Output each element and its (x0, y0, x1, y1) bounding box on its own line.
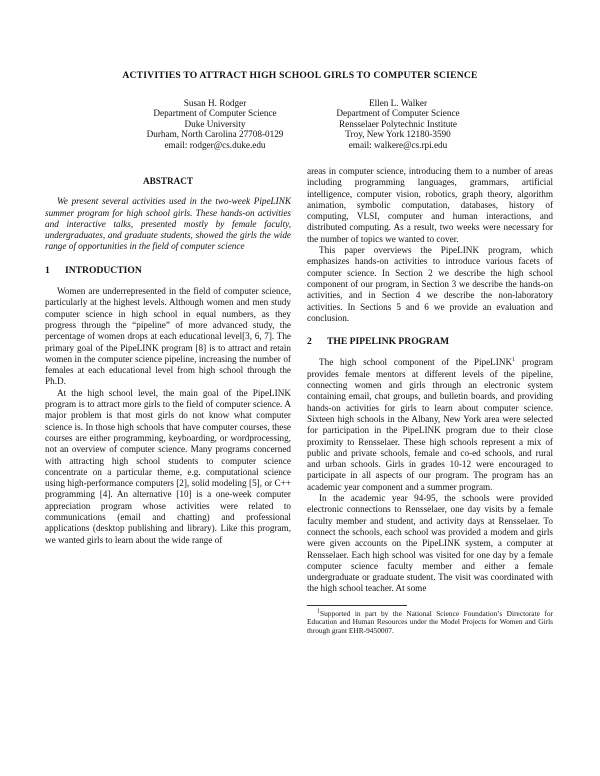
footnote-text: Supported in part by the National Science Foundation’s Directorate for Education and Human Resources under the Model Projects for Women and Girls through grant EHR-9450007. (307, 608, 553, 635)
author-email: email: rodger@cs.duke.edu (164, 139, 266, 150)
author-department: Department of Computer Science (336, 108, 460, 119)
author-department: Department of Computer Science (153, 108, 277, 119)
footnote-divider (307, 605, 407, 606)
pipelink-paragraph-1 (307, 357, 553, 493)
author-address: Durham, North Carolina 27708-0129 (146, 129, 284, 140)
footnote-number: 1 (317, 608, 320, 615)
author-email: email: walkere@cs.rpi.edu (348, 139, 448, 150)
intro-continuation-paragraph: areas in computer science, introducing them to a number of areas including programming languages, grammars, artificial intelligence, computer vision, robotics, graph theory, algorithm animation, symbolic computation, databases, history of computing, VLSI, computer and human interactions, and distributed computing. As a result, two weeks were necessary for the number of topics we wanted to cover. (307, 166, 553, 244)
abstract-text: We present several activities used in the two-week PipeLINK summer program for high school girls. These hands-on activities and interactive talks, presented mostly by female faculty, undergraduates, and graduate students, showed the girls the wide range of opportunities in the field of computer science (45, 196, 291, 252)
author-address: Troy, New York 12180-3590 (345, 129, 451, 140)
pipelink-paragraph-2: In the academic year 94-95, the schools were provided electronic connections to Rensselaer, one day visits by a female faculty member and student, and activity days at Rensselaer. To connect the schools, each school was provided a modem and girls were given accounts on the PipeLINK system, a computer at Rensselaer. Each high school was visited for one day by a female computer science faculty member and either a female undergraduate or graduate student. The visit was coordinated with the high school teacher. At some (307, 493, 553, 594)
author-institution: Duke University (184, 118, 246, 129)
section-heading-introduction (45, 265, 291, 276)
abstract-heading: ABSTRACT (142, 176, 194, 186)
author-block-walker (288, 98, 508, 150)
intro-overview-paragraph: This paper overviews the PipeLINK program, which emphasizes hands-on activities to introduce various facets of computer science. In Section 2 we describe the high school component of our program, in Section 3 we describe the hands-on activities, and in Section 4 we describe the non-laboratory activities. In Sections 5 and 6 we provide an evaluation and conclusion. (307, 245, 553, 323)
section-number: 2 (307, 336, 312, 348)
author-institution: Rensselaer Polytechnic Institute (339, 118, 457, 129)
section-heading-pipelink (307, 336, 553, 347)
section-number: 1 (45, 264, 50, 276)
section-title: THE PIPELINK PROGRAM (327, 336, 450, 348)
section-title: INTRODUCTION (65, 264, 142, 276)
author-name: Ellen L. Walker (368, 98, 428, 108)
paragraph-text: The high school component of the PipeLINK (319, 357, 513, 368)
author-name: Susan H. Rodger (183, 98, 247, 108)
footnote-marker: 1 (512, 357, 516, 364)
right-column (307, 166, 553, 635)
intro-paragraph-1: Women are underrepresented in the field of computer science, particularly at the highest levels. Although women and men study computer science in high school in equal numbers, as they progress through the “pipeline” of more advanced study, the percentage of women drops at each educational level[3, 6, 7]. The primary goal of the PipeLINK program [8] is to attract and retain women in the computer science pipeline, increasing the number of females at each educational level from high school through the Ph.D. (45, 286, 291, 387)
footnote (307, 610, 553, 636)
paragraph-text: program provides female mentors at different levels of the pipeline, connecting women and girls through an electronic system containing email, chat groups, and bulletin boards, and providing hands-on activities for girls to learn about computer science. Sixteen high schools in the Albany, New York area were selected for participation in the PipeLINK program due to their close proximity to Rensselaer. These high schools represent a mix of public and private schools, female and co-ed schools, and rural and urban schools. Girls in grades 10-12 were encouraged to participate in all aspects of our program. The program has an academic year component and a summer program. (307, 357, 553, 492)
paper-title: ACTIVITIES TO ATTRACT HIGH SCHOOL GIRLS TO COMPUTER SCIENCE (122, 70, 478, 81)
left-column (45, 170, 291, 546)
intro-paragraph-2: At the high school level, the main goal of the PipeLINK program is to attract more girls to the field of computer science. A major problem is that most girls do not know what computer science is. In those high schools that have computer courses, these courses are either programming, keyboarding, or wordprocessing, not an overview of computer science. Many programs concerned with attracting high school students to computer science concentrate on a particular theme, e.g. computational science using high-performance computers [2], solid modeling [5], or C++ programming [4]. An alternative [10] is a one-week computer appreciation program whose activities were related to communications (email and chatting) and professional applications (desktop publishing and library). Like this program, we wanted girls to learn about the wide range of (45, 387, 291, 545)
